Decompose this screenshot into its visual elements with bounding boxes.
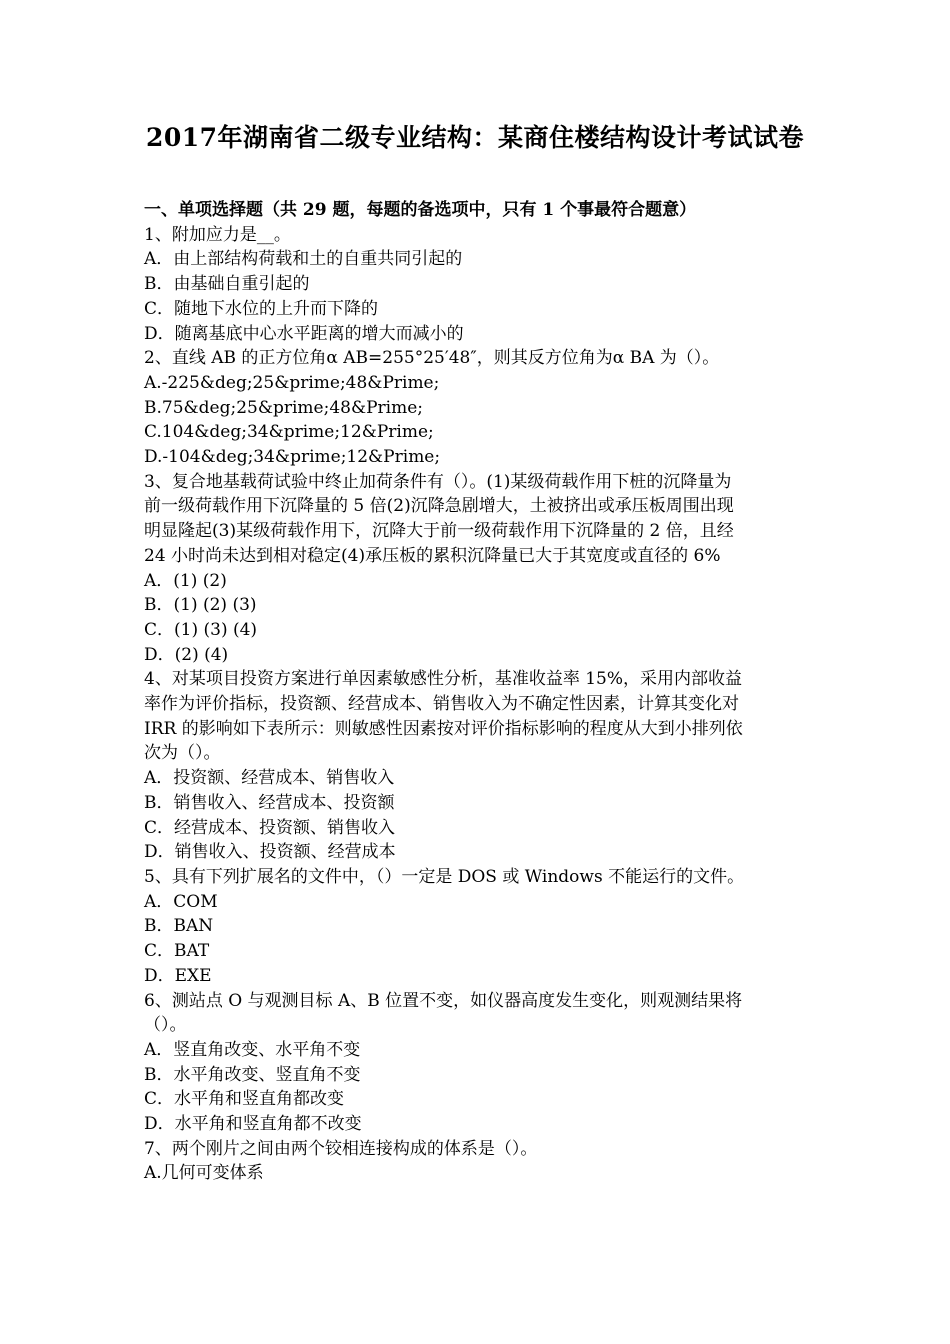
question-stem-line: 4、对某项目投资方案进行单因素敏感性分析，基准收益率 15%，采用内部收益 (144, 669, 743, 690)
option-b: B．(1) (2) (3) (144, 595, 257, 616)
question-stem-line: 24 小时尚未达到相对稳定(4)承压板的累积沉降量已大于其宽度或直径的 6% (144, 545, 721, 566)
option-a: A.-225&deg;25&prime;48&Prime; (144, 372, 440, 393)
option-c: C．(1) (3) (4) (144, 619, 258, 640)
question-4 (144, 667, 810, 865)
option-b: B．BAN (144, 916, 214, 937)
question-3 (144, 470, 810, 668)
option-d: D．销售收入、投资额、经营成本 (144, 842, 396, 863)
question-7 (144, 1137, 810, 1186)
option-a: A．由上部结构荷载和土的自重共同引起的 (144, 249, 463, 270)
option-d: D．随离基底中心水平距离的增大而减小的 (144, 323, 464, 344)
question-6 (144, 989, 810, 1137)
option-d: D．EXE (144, 965, 212, 986)
option-c: C．水平角和竖直角都改变 (144, 1089, 345, 1110)
option-d: D.-104&deg;34&prime;12&Prime; (144, 447, 441, 468)
option-b: B．由基础自重引起的 (144, 274, 310, 295)
option-a: A．竖直角改变、水平角不变 (144, 1039, 361, 1060)
document-title: 2017年湖南省二级专业结构：某商住楼结构设计考试试卷 (145, 123, 805, 152)
question-content (144, 198, 810, 1186)
question-2 (144, 346, 810, 470)
option-a: A．投资额、经营成本、销售收入 (144, 768, 395, 789)
option-b: B．销售收入、经营成本、投资额 (144, 792, 395, 813)
option-c: C．BAT (144, 941, 210, 962)
option-d: D．(2) (4) (144, 644, 229, 665)
option-c: C.104&deg;34&prime;12&Prime; (144, 422, 434, 443)
question-stem-line: 明显隆起(3)某级荷载作用下，沉降大于前一级荷载作用下沉降量的 2 倍，且经 (144, 521, 734, 542)
question-5 (144, 865, 810, 989)
option-c: C．随地下水位的上升而下降的 (144, 298, 379, 319)
question-stem-line: 次为（）。 (144, 743, 221, 764)
question-stem-line: 6、测站点 O 与观测目标 A、B 位置不变，如仪器高度发生变化，则观测结果将 (144, 990, 743, 1011)
question-1 (144, 223, 810, 347)
option-b: B．水平角改变、竖直角不变 (144, 1064, 361, 1085)
option-d: D．水平角和竖直角都不改变 (144, 1114, 362, 1135)
option-a: A．(1) (2) (144, 570, 227, 591)
option-a: A．COM (144, 891, 218, 912)
question-stem: 5、具有下列扩展名的文件中，（）一定是 DOS 或 Windows 不能运行的文件。 (144, 866, 745, 887)
option-c: C．经营成本、投资额、销售收入 (144, 817, 396, 838)
question-stem-line: 率作为评价指标，投资额、经营成本、销售收入为不确定性因素，计算其变化对 (144, 694, 739, 715)
question-stem-line: IRR 的影响如下表所示：则敏感性因素按对评价指标影响的程度从大到小排列依 (144, 718, 743, 739)
question-stem-line: 3、复合地基载荷试验中终止加荷条件有（）。(1)某级荷载作用下桩的沉降量为 (144, 471, 732, 492)
question-stem-line: （）。 (144, 1015, 187, 1036)
question-stem: 2、直线 AB 的正方位角α AB=255°25′48″，则其反方位角为α BA 为（）。 (144, 348, 720, 369)
option-b: B.75&deg;25&prime;48&Prime; (144, 397, 424, 418)
question-stem: 7、两个刚片之间由两个铰相连接构成的体系是（）。 (144, 1138, 538, 1159)
question-stem-line: 前一级荷载作用下沉降量的 5 倍(2)沉降急剧增大，土被挤出或承压板周围出现 (144, 496, 734, 517)
question-stem: 1、附加应力是__。 (144, 224, 291, 245)
option-a: A.几何可变体系 (144, 1163, 264, 1184)
section-heading: 一、单项选择题（共 29 题，每题的备选项中，只有 1 个事最符合题意） (144, 200, 697, 220)
